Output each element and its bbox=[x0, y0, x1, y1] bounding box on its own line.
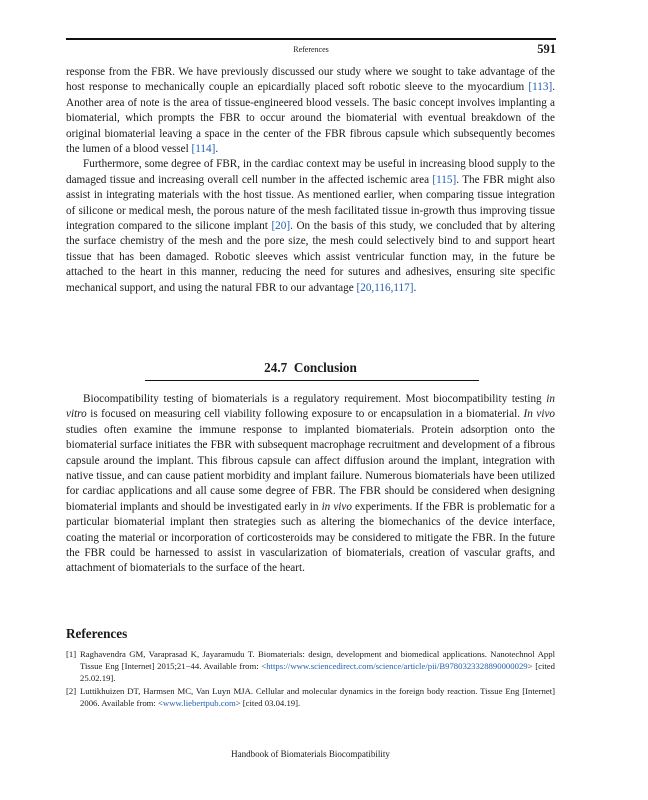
reference-url-link[interactable]: https://www.sciencedirect.com/science/article/pii/B9780323328890000029 bbox=[266, 661, 528, 671]
citation-link[interactable]: [113] bbox=[528, 81, 553, 94]
text-run: . The FBR might also assist in integrating materials with the host tissue. As mentioned earlier, when comparing tissue integration of silicone or medical mesh, the porous nature of the mesh facilitated tissue in-growth thus improving tissue integration compared to the silicone implant bbox=[66, 173, 555, 233]
text-run: . bbox=[215, 143, 219, 156]
paragraph bbox=[66, 65, 555, 157]
emphasis: in vivo bbox=[321, 500, 352, 513]
reference-item bbox=[66, 685, 555, 709]
reference-tail: > [cited 03.04.19]. bbox=[235, 698, 301, 708]
section-rule bbox=[145, 380, 479, 381]
reference-list bbox=[66, 648, 555, 710]
section-heading bbox=[66, 360, 555, 376]
footer-book-title: Handbook of Biomaterials Biocompatibility bbox=[231, 749, 390, 759]
references-heading: References bbox=[66, 626, 128, 641]
conclusion-text bbox=[66, 392, 555, 577]
citation-link[interactable]: [20] bbox=[271, 220, 291, 233]
reference-text: Luttikhuizen DT, Harmsen MC, Van Luyn MJA. Cellular and molecular dynamics in the foreign body reaction. Tissue Eng [Internet] 2006. Available from: < bbox=[80, 686, 555, 708]
reference-item bbox=[66, 648, 555, 684]
reference-tail: > [cited 25.02.19]. bbox=[80, 661, 555, 683]
text-run: . Another area of note is the area of tissue-engineered blood vessels. The basic concept involves implanting a biomaterial, which prompts the FBR to occur around the biomaterial with eventual breakdown of the original biomaterial leaving a space in the center of the FBR fibrous capsule which subsequently becomes the lumen of a blood vessel bbox=[66, 81, 555, 156]
emphasis: in vitro bbox=[66, 393, 555, 421]
text-run: Biocompatibility testing of biomaterials is a regulatory requirement. Most biocompatibility testing bbox=[83, 393, 547, 405]
reference-url-link[interactable]: www.liebertpub.com bbox=[162, 698, 236, 708]
text-run: . bbox=[413, 281, 417, 294]
header-rule bbox=[66, 38, 556, 40]
running-title: References bbox=[293, 45, 329, 54]
paragraph bbox=[66, 157, 555, 296]
paragraph bbox=[66, 392, 555, 577]
citation-link[interactable]: [20,116,117] bbox=[356, 281, 414, 294]
body-text bbox=[66, 65, 555, 296]
section-title: Conclusion bbox=[293, 360, 357, 375]
reference-number: [1] bbox=[66, 649, 77, 659]
text-run: is focused on measuring cell viability following exposure to or encapsulation in a biomaterial. bbox=[86, 408, 524, 421]
page-number: 591 bbox=[537, 42, 556, 56]
section-number: 24.7 bbox=[264, 360, 288, 375]
text-run: studies often examine the immune response to implanted biomaterials. Protein adsorption onto the biomaterial surface initiates the FBR with subsequent macrophage recruitment and development of a fibrous capsule around the implant. This fibrous capsule can affect diffusion around the implant, integration with native tissue, and can cause patient morbidity and implant failure. Numerous biomaterials have been utilized for cardiac applications and all cause some degree of FBR. The FBR should be considered when designing biomaterial implants and should be investigated early in bbox=[66, 423, 555, 513]
text-run: response from the FBR. We have previously discussed our study where we sought to take advantage of the host response to mechanically couple an epicardially placed soft robotic sleeve to the myocardium bbox=[66, 66, 555, 94]
text-run: . On the basis of this study, we concluded that by altering the surface chemistry of the mesh and the pore size, the mesh could selectively bind to and support heart tissue that has been damaged. Robotic sleeves which assist ventricular function may, in the future be attached to the heart in this manner, reducing the need for sutures and adhesives, ensuring site specific mechanical support, and using the natural FBR to our advantage bbox=[66, 220, 555, 294]
text-run: Furthermore, some degree of FBR, in the cardiac context may be useful in increasing blood supply to the damaged tissue and increasing overall cell number in the affected ischemic area bbox=[66, 158, 555, 186]
running-head bbox=[66, 42, 556, 58]
emphasis: In vivo bbox=[523, 408, 556, 421]
reference-number: [2] bbox=[66, 686, 77, 696]
text-run: experiments. If the FBR is problematic for a particular biomaterial implant then strategies such as altering the biomechanics of the device interface, coating the material or incorporation of corticosteroids may be considered to mitigate the FBR. In the future the FBR could be harnessed to assist in vascularization of biomaterials, creation of vascular grafts, and attachment of biomaterials to the surface of the heart. bbox=[66, 500, 555, 575]
citation-link[interactable]: [114] bbox=[191, 143, 216, 156]
citation-link[interactable]: [115] bbox=[432, 173, 457, 186]
reference-text: Raghavendra GM, Varaprasad K, Jayaramudu T. Biomaterials: design, development and biomedical applications. Nanotechnol Appl Tissue Eng [Internet] 2015;21−44. Available from: < bbox=[80, 649, 555, 671]
